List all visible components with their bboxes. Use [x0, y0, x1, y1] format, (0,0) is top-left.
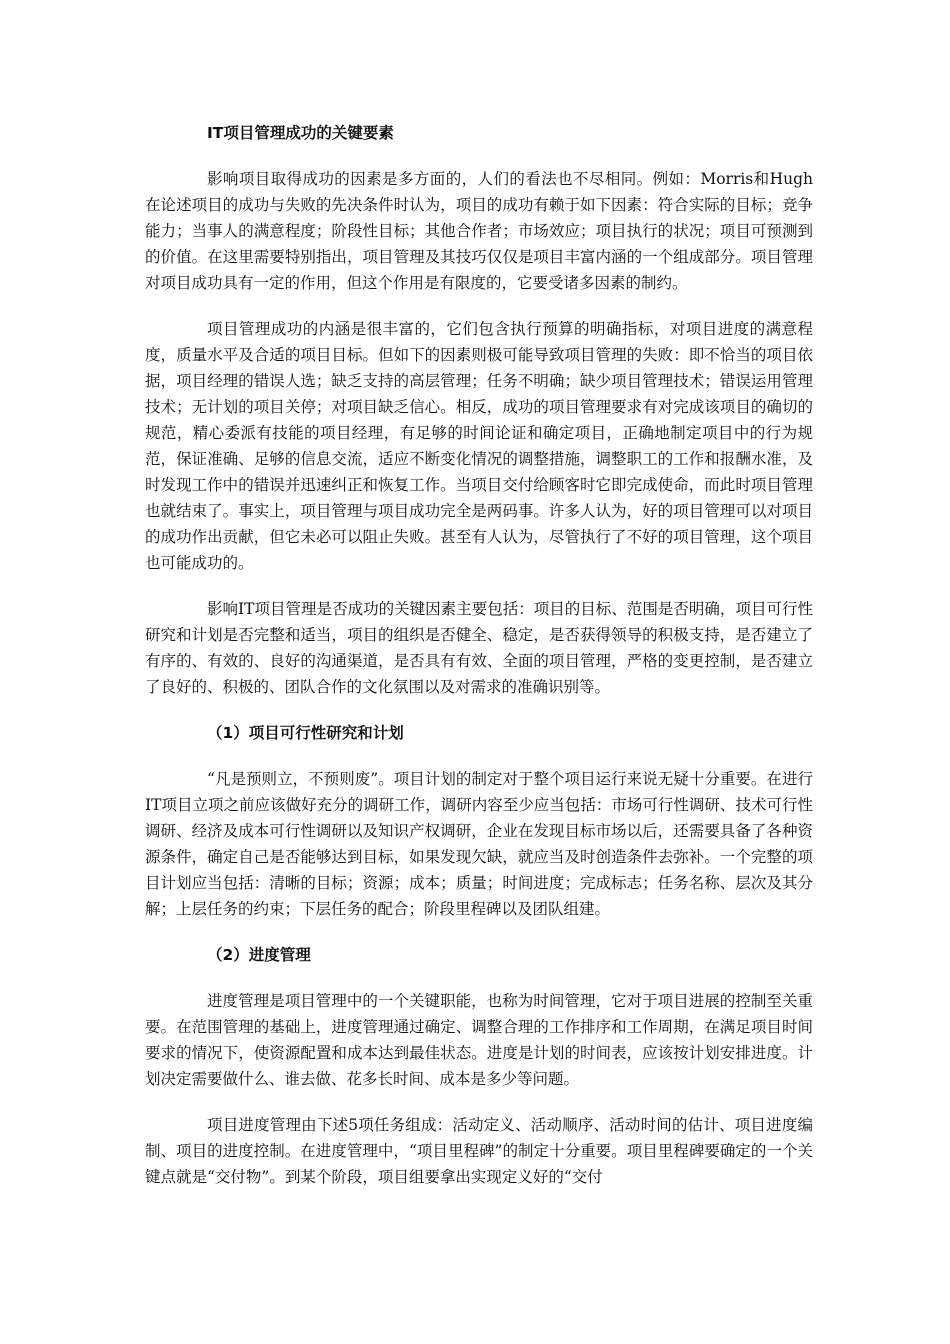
- paragraph-2: 项目管理成功的内涵是很丰富的，它们包含执行预算的明确指标，对项目进度的满意程度，质量水平及合适的项目目标。但如下的因素则极可能导致项目管理的失败：即不恰当的项目依据，项目经理的错误人选；缺乏支持的高层管理；任务不明确；缺少项目管理技术；错误运用管理技术；无计划的项目关停；对项目缺乏信心。相反，成功的项目管理要求有对完成该项目的确切的规范，精心委派有技能的项目经理，有足够的时间论证和确定项目，正确地制定项目中的行为规范，保证准确、足够的信息交流，适应不断变化情况的调整措施，调整职工的工作和报酬水准，及时发现工作中的错误并迅速纠正和恢复工作。当项目交付给顾客时它即完成使命，而此时项目管理也就结束了。事实上，项目管理与项目成功完全是两码事。许多人认为，好的项目管理可以对项目的成功作出贡献，但它未必可以阻止失败。甚至有人认为，尽管执行了不好的项目管理，这个项目也可能成功的。: [145, 320, 813, 572]
- paragraph-3: 影响IT项目管理是否成功的关键因素主要包括：项目的目标、范围是否明确，项目可行性研究和计划是否完整和适当，项目的组织是否健全、稳定，是否获得领导的积极支持，是否建立了有序的、有效的、良好的沟通渠道，是否具有有效、全面的项目管理，严格的变更控制，是否建立了良好的、积极的、团队合作的文化氛围以及对需求的准确识别等。: [145, 600, 813, 696]
- section-1-paragraph: “凡是预则立，不预则废”。项目计划的制定对于整个项目运行来说无疑十分重要。在进行IT项目立项之前应该做好充分的调研工作，调研内容至少应当包括：市场可行性调研、技术可行性调研、经济及成本可行性调研以及知识产权调研，企业在发现目标市场以后，还需要具备了各种资源条件，确定自己是否能够达到目标，如果发现欠缺，就应当及时创造条件去弥补。一个完整的项目计划应当包括：清晰的目标；资源；成本；质量；时间进度；完成标志；任务名称、层次及其分解；上层任务的约束；下层任务的配合；阶段里程碑以及团队组建。: [145, 770, 813, 918]
- section-2-paragraph-1: 进度管理是项目管理中的一个关键职能，也称为时间管理，它对于项目进展的控制至关重要。在范围管理的基础上，进度管理通过确定、调整合理的工作排序和工作周期，在满足项目时间要求的情况下，使资源配置和成本达到最佳状态。进度是计划的时间表，应该按计划安排进度。计划决定需要做什么、谁去做、花多长时间、成本是多少等问题。: [145, 992, 813, 1088]
- document-title: IT项目管理成功的关键要素: [207, 124, 394, 142]
- section-1-heading: （1）项目可行性研究和计划: [207, 724, 404, 742]
- document-body: [145, 120, 813, 1210]
- section-2-heading: （2）进度管理: [207, 946, 311, 964]
- paragraph-1: 影响项目取得成功的因素是多方面的，人们的看法也不尽相同。例如：Morris和Hugh在论述项目的成功与失败的先决条件时认为，项目的成功有赖于如下因素：符合实际的目标；竞争能力；当事人的满意程度；阶段性目标；其他合作者；市场效应；项目执行的状况；项目可预测到的价值。在这里需要特别指出，项目管理及其技巧仅仅是项目丰富内涵的一个组成部分。项目管理对项目成功具有一定的作用，但这个作用是有限度的，它要受诸多因素的制约。: [145, 170, 813, 292]
- section-2-paragraph-2: 项目进度管理由下述5项任务组成：活动定义、活动顺序、活动时间的估计、项目进度编制、项目的进度控制。在进度管理中，“项目里程碑”的制定十分重要。项目里程碑要确定的一个关键点就是“交付物”。到某个阶段，项目组要拿出实现定义好的“交付: [145, 1116, 813, 1186]
